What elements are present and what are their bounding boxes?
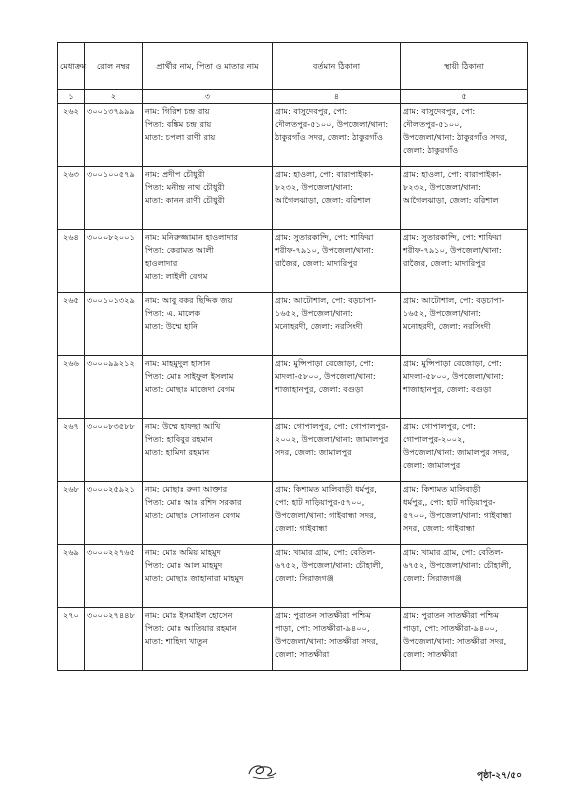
address-line: উপজেলা/থানা: জামালপুর সদর, — [403, 447, 510, 457]
permanent-address-cell — [401, 230, 528, 293]
candidate-name-cell — [143, 167, 273, 230]
address-line: ৬৭৫২, উপজেলা/থানা: চৌহালী, — [275, 560, 384, 570]
roll-number-cell: ৩০০১০০৫৭৯ — [85, 167, 143, 230]
candidate-name-cell — [143, 356, 273, 419]
present-address-cell — [273, 608, 401, 671]
address-line: গোপালপুর-২০০২, — [403, 434, 466, 444]
name-line: নাম: আবু বকর ছিদ্দিক জয় — [145, 295, 233, 305]
address-line: মাদলা-৫৮০০, উপজেলা/থানা: — [275, 371, 376, 381]
present-address-cell — [273, 167, 401, 230]
merit-list-table — [57, 42, 528, 671]
name-line: পিতা: বঙ্কিম চন্দ্র রায় — [145, 119, 212, 129]
address-line: ৫৭০০, উপজেলা/থানা: গাইবান্ধা — [403, 510, 512, 520]
present-address-cell — [273, 545, 401, 608]
header-permanent-address: স্থায়ী ঠিকানা — [401, 43, 528, 90]
name-line: পিতা: মোঃ আল মাহমুদ — [145, 560, 223, 570]
table-row — [58, 104, 528, 167]
address-line: ২০০২, উপজেলা/থানা: জামালপুর — [275, 434, 389, 444]
column-number: ২ — [85, 90, 143, 104]
address-line: গ্রাম: বাসুদেবপুর, পো: — [275, 106, 348, 116]
address-line: গ্রাম: আটোশাল, পো: বড়চাপা- — [275, 295, 377, 305]
header-present-address: বর্তমান ঠিকানা — [273, 43, 401, 90]
table-row — [58, 230, 528, 293]
address-line: জেলা: ঠাকুরগাঁও — [403, 145, 459, 155]
name-line: মাতা: মোছাঃ জাহানারা মাহমুদ — [145, 573, 244, 583]
column-number: ৫ — [401, 90, 528, 104]
address-line: ৮২৩২, উপজেলা/থানা: — [403, 182, 481, 192]
name-line: নাম: মাহমুদুল হাসান — [145, 358, 211, 368]
name-line: পিতা: কেরামত আলী — [145, 245, 214, 255]
merit-serial-cell: ২৬৭ — [58, 419, 85, 482]
column-number: ১ — [58, 90, 85, 104]
column-number: ৩ — [143, 90, 273, 104]
roll-number-cell: ৩০০০৯৯২১২ — [85, 356, 143, 419]
present-address-cell — [273, 104, 401, 167]
name-line: মাতা: লাইলী বেগম — [145, 271, 208, 281]
name-line: নাম: প্রদীপ চৌধুরী — [145, 169, 205, 179]
column-number-row — [58, 90, 528, 104]
present-address-cell — [273, 293, 401, 356]
candidate-name-cell — [143, 482, 273, 545]
address-line: জেলা: সাতক্ষীরা — [403, 649, 458, 659]
name-line: মাতা: হামিদা রহমান — [145, 447, 210, 457]
header-row — [58, 43, 528, 90]
present-address-cell — [273, 482, 401, 545]
merit-serial-cell: ২৬৪ — [58, 230, 85, 293]
roll-number-cell: ৩০০০৮৩৫৮৮ — [85, 419, 143, 482]
address-line: গ্রাম: কিশামত মালিবাড়ী — [403, 484, 481, 494]
address-line: গ্রাম: গোপালপুর, পো: — [403, 421, 476, 431]
name-line: নাম: গিরিশ চন্দ্র রায় — [145, 106, 210, 116]
permanent-address-cell — [401, 167, 528, 230]
roll-number-cell: ৩০০১৩৭৯৯৯ — [85, 104, 143, 167]
header-merit-serial: মেধাক্রম — [58, 43, 85, 90]
address-line: উপজেলা/থানা: ঠাকুরগাঁও সদর, — [403, 132, 508, 142]
present-address-cell — [273, 230, 401, 293]
table-row — [58, 293, 528, 356]
address-line: গ্রাম: গোপালপুর, পো: গোপালপুর- — [275, 421, 389, 431]
merit-serial-cell: ২৬২ — [58, 104, 85, 167]
table-row — [58, 167, 528, 230]
address-line: জেলা: সিরাজগঞ্জ — [403, 573, 462, 583]
address-line: গ্রাম: খামার গ্রাম, পো: বেতিল- — [403, 547, 504, 557]
table-body — [58, 104, 528, 671]
permanent-address-cell — [401, 356, 528, 419]
present-address-cell — [273, 419, 401, 482]
name-line: পিতা: হাবিবুর রহমান — [145, 434, 213, 444]
name-line: পিতা: মোঃ আতিয়ার রহমান — [145, 623, 237, 633]
permanent-address-cell — [401, 419, 528, 482]
address-line: সদর, জেলা: জামালপুর — [275, 447, 352, 457]
address-line: উপজেলা/থানা: সাতক্ষীরা সদর, — [403, 636, 507, 646]
address-line: শরীফ-৭৯১০, উপজেলা/থানা: — [403, 245, 502, 255]
address-line: পাড়া, পো: সাতক্ষীরা-৯৪০০, — [403, 623, 498, 633]
table-row — [58, 419, 528, 482]
name-line: পিতা: এ. মালেক — [145, 308, 201, 318]
table-row — [58, 545, 528, 608]
address-line: শাজাহানপুর, জেলা: বগুড়া — [275, 384, 364, 394]
name-line: হাওলাদার — [145, 258, 178, 268]
address-line: আগৈলঝাড়া, জেলা: বরিশাল — [275, 195, 371, 205]
permanent-address-cell — [401, 482, 528, 545]
permanent-address-cell — [401, 104, 528, 167]
address-line: রাজৈর, জেলা: মাদারিপুর — [275, 258, 358, 268]
candidate-name-cell — [143, 104, 273, 167]
address-line: ধর্মপুর,, পো: হাট দাড়িয়াপুর- — [403, 497, 496, 507]
header-roll-number: রোল নম্বর — [85, 43, 143, 90]
name-line: নাম: মোছাঃ রুনা আক্তার — [145, 484, 228, 494]
header-candidate-name: প্রার্থীর নাম, পিতা ও মাতার নাম — [143, 43, 273, 90]
address-line: গ্রাম: কিশামত মালিবাড়ী ধর্মপুর, — [275, 484, 377, 494]
address-line: গ্রাম: সুতারকান্দি, পো: শাফিয়া — [403, 232, 502, 242]
address-line: আগৈলঝাড়া, জেলা: বরিশাল — [403, 195, 499, 205]
address-line: মাদলা-৫৮০০, উপজেলা/থানা: — [403, 371, 504, 381]
roll-number-cell: ৩০০০২৭৪৪৮ — [85, 608, 143, 671]
name-line: নাম: মোঃ অমিয় মাহমুদ — [145, 547, 221, 557]
candidate-name-cell — [143, 230, 273, 293]
address-line: গ্রাম: পুরাতন সাতক্ষীরা পশ্চিম — [403, 610, 499, 620]
roll-number-cell: ৩০০০২২৭৬৫ — [85, 545, 143, 608]
address-line: গ্রাম: বাসুদেবপুর, পো: — [403, 106, 476, 116]
name-line: পিতা: মোঃ আঃ রশিদ সরকার — [145, 497, 242, 507]
candidate-name-cell — [143, 293, 273, 356]
address-line: গ্রাম: মুন্সিপাড়া বেজোড়া, পো: — [275, 358, 374, 368]
address-line: পো: হাট দাড়িয়াপুর-৫৭০০, — [275, 497, 365, 507]
name-line: মাতা: মোছাঃ মাজেদা বেগম — [145, 384, 235, 394]
address-line: গ্রাম: পুরাতন সাতক্ষীরা পশ্চিম — [275, 610, 371, 620]
address-line: সদর, জেলা: গাইবান্ধা — [403, 523, 475, 533]
name-line: নাম: মনিরুজ্জামান হাওলাদার — [145, 232, 238, 242]
address-line: শাজাহানপুর, জেলা: বগুড়া — [403, 384, 492, 394]
address-line: গ্রাম: খামার গ্রাম, পো: বেতিল- — [275, 547, 376, 557]
name-line: নাম: উম্মে হাফছা আখি — [145, 421, 221, 431]
present-address-cell — [273, 356, 401, 419]
address-line: শরীফ-৭৯১০, উপজেলা/থানা: — [275, 245, 374, 255]
address-line: জেলা: গাইবান্ধা — [275, 523, 328, 533]
permanent-address-cell — [401, 545, 528, 608]
candidate-name-cell — [143, 419, 273, 482]
address-line: উপজেলা/থানা: গাইবান্ধা সদর, — [275, 510, 377, 520]
name-line: পিতা: মোঃ সাইফুল ইসলাম — [145, 371, 234, 381]
name-line: পিতা: মনীন্দ্র নাথ চৌধুরী — [145, 182, 225, 192]
address-line: গ্রাম: হাওলা, পো: বারাপাইকা- — [403, 169, 502, 179]
page-number: পৃষ্ঠা-২৭/৫০ — [476, 771, 522, 781]
merit-serial-cell: ২৬৬ — [58, 356, 85, 419]
address-line: জেলা: সিরাজগঞ্জ — [275, 573, 334, 583]
merit-serial-cell: ২৭০ — [58, 608, 85, 671]
name-line: মাতা: শাহিদা খাতুন — [145, 636, 208, 646]
candidate-name-cell — [143, 545, 273, 608]
address-line: দৌলতপুর-৫১০০, — [403, 119, 463, 129]
merit-serial-cell: ২৬৫ — [58, 293, 85, 356]
address-line: রাজৈর, জেলা: মাদারিপুর — [403, 258, 486, 268]
candidate-name-cell — [143, 608, 273, 671]
address-line: উপজেলা/থানা: সাতক্ষীরা সদর, — [275, 636, 379, 646]
address-line: ঠাকুরগাঁও সদর, জেলা: ঠাকুরগাঁও — [275, 132, 384, 142]
name-line: মাতা: উম্মে হানি — [145, 321, 199, 331]
merit-serial-cell: ২৬৩ — [58, 167, 85, 230]
roll-number-cell: ৩০০০২৫৯২১ — [85, 482, 143, 545]
column-number: ৪ — [273, 90, 401, 104]
merit-serial-cell: ২৬৯ — [58, 545, 85, 608]
address-line: গ্রাম: সুতারকান্দি, পো: শাফিয়া — [275, 232, 374, 242]
address-line: ১৬৫২, উপজেলা/থানা: — [275, 308, 353, 318]
address-line: ৮২৩২, উপজেলা/থানা: — [275, 182, 353, 192]
name-line: নাম: মোঃ ইসমাইল হোসেন — [145, 610, 233, 620]
address-line: ৬৭৫২, উপজেলা/থানা: চৌহালী, — [403, 560, 512, 570]
table-row — [58, 482, 528, 545]
address-line: মনোহরদী, জেলা: নরসিংদী — [403, 321, 491, 331]
name-line: মাতা: মোছাঃ সোনাতন বেগম — [145, 510, 241, 520]
address-line: গ্রাম: হাওলা, পো: বারাপাইকা- — [275, 169, 374, 179]
signature-mark — [245, 760, 279, 782]
address-line: গ্রাম: আটোশাল, পো: বড়চাপা- — [403, 295, 505, 305]
table-row — [58, 608, 528, 671]
permanent-address-cell — [401, 293, 528, 356]
address-line: গ্রাম: মুন্সিপাড়া বেজোড়া, পো: — [403, 358, 502, 368]
permanent-address-cell — [401, 608, 528, 671]
address-line: পাড়া, পো: সাতক্ষীরা-৯৪০০, — [275, 623, 370, 633]
address-line: দৌলতপুর-৫১০০, উপজেলা/থানা: — [275, 119, 389, 129]
address-line: জেলা: জামালপুর — [403, 460, 461, 470]
name-line: মাতা: কানন রাণী চৌধুরী — [145, 195, 225, 205]
roll-number-cell: ৩০০০৮২০০১ — [85, 230, 143, 293]
roll-number-cell: ৩০০১০১৩২৯ — [85, 293, 143, 356]
address-line: জেলা: সাতক্ষীরা — [275, 649, 330, 659]
address-line: ১৬৫২, উপজেলা/থানা: — [403, 308, 481, 318]
merit-serial-cell: ২৬৮ — [58, 482, 85, 545]
address-line: মনোহরদী, জেলা: নরসিংদী — [275, 321, 363, 331]
table-row — [58, 356, 528, 419]
name-line: মাতা: চপলা রাণী রায় — [145, 132, 216, 142]
